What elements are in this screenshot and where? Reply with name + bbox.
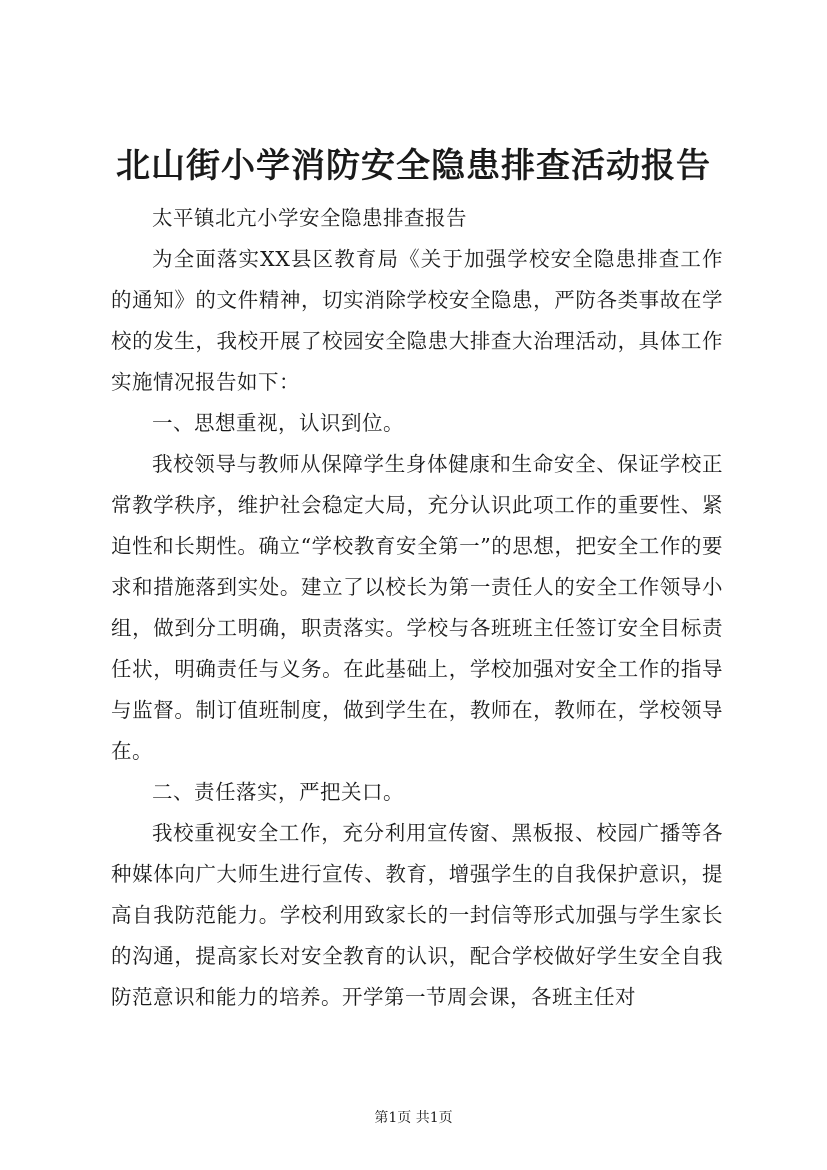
document-title: 北山街小学消防安全隐患排查活动报告 xyxy=(116,146,711,186)
section-2-paragraph: 我校重视安全工作，充分利用宣传窗、黑板报、校园广播等各种媒体向广大师生进行宣传、教育，增强学生的自我保护意识，提高自我防范能力。学校利用致家长的一封信等形式加强与学生家长的沟通，提高家长对安全教育的认识，配合学校做好学生安全自我防范意识和能力的培养。开学第一节周会课，各班主任对 xyxy=(111,821,723,1009)
intro-paragraph: 为全面落实XX县区教育局《关于加强学校安全隐患排查工作的通知》的文件精神，切实消除学校安全隐患，严防各类事故在学校的发生，我校开展了校园安全隐患大排查大治理活动，具体工作实施情况报告如下： xyxy=(111,247,723,394)
section-1-paragraph: 我校领导与教师从保障学生身体健康和生命安全、保证学校正常教学秩序，维护社会稳定大局，充分认识此项工作的重要性、紧迫性和长期性。确立“学校教育安全第一”的思想，把安全工作的要求和措施落到实处。建立了以校长为第一责任人的安全工作领导小组，做到分工明确，职责落实。学校与各班班主任签订安全目标责任状，明确责任与义务。在此基础上，学校加强对安全工作的指导与监督。制订值班制度，做到学生在，教师在，教师在，学校领导在。 xyxy=(111,452,723,763)
document-body xyxy=(111,198,723,1018)
subtitle-paragraph: 太平镇北亢小学安全隐患排查报告 xyxy=(152,206,467,230)
section-heading-1: 一、思想重视，认识到位。 xyxy=(152,411,404,435)
page-footer: 第1页 共1页 xyxy=(374,1110,453,1126)
section-heading-2: 二、责任落实，严把关口。 xyxy=(152,780,404,804)
